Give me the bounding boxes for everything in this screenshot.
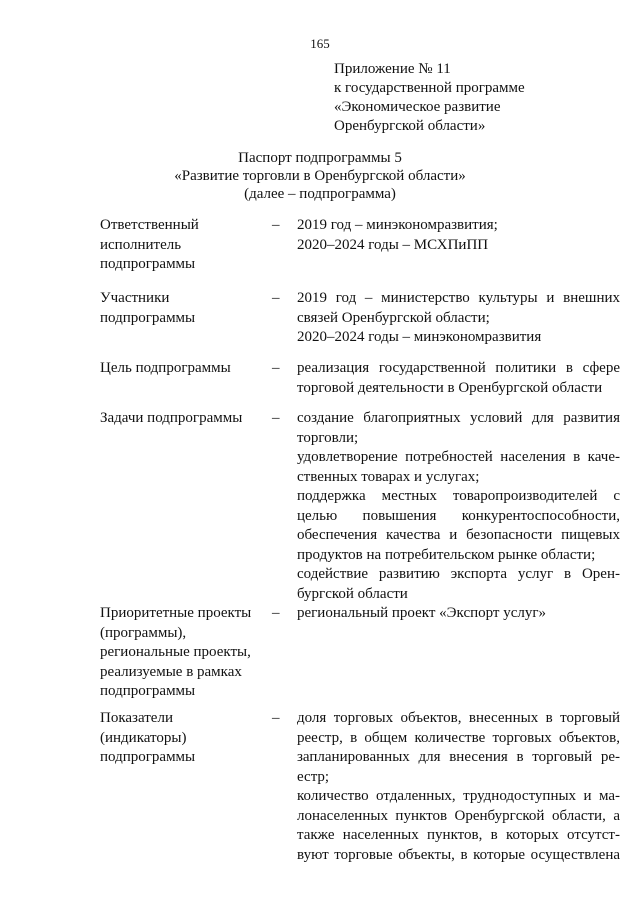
appendix-line: Оренбургской области» xyxy=(334,118,486,134)
row-label-line: Задачи подпрограммы xyxy=(100,410,243,426)
row-label-line: подпрограммы xyxy=(100,683,196,699)
row-content-line: 2020–2024 годы – минэкономразвития xyxy=(297,329,542,345)
row-content-line: лонаселенных пунктов Оренбургской области, а xyxy=(297,807,620,824)
row-label-line: подпрограммы xyxy=(100,256,196,272)
row-content xyxy=(297,709,620,865)
row-content-line: реестр, в общем количестве торговых объектов, xyxy=(297,729,620,746)
row-content-line: естр; xyxy=(297,768,330,785)
title-line: «Развитие торговли в Оренбургской области» xyxy=(174,168,466,184)
row-content-line: удовлетворение потребностей населения в каче- xyxy=(297,449,620,465)
row-label-line: региональные проекты, xyxy=(100,644,251,660)
row-label-line: исполнитель xyxy=(100,236,182,253)
row-content-line: создание благоприятных условий для развития xyxy=(297,410,620,426)
row-content-line: реализация государственной политики в сфере xyxy=(297,360,620,376)
row-label xyxy=(100,289,270,328)
appendix-line: «Экономическое развитие xyxy=(334,99,501,115)
row-label-line: Ответственный xyxy=(100,217,199,233)
row-label xyxy=(100,604,270,702)
row-label-line: Цель подпрограммы xyxy=(100,360,231,376)
row-content-line: целью повышения конкурентоспособности, xyxy=(297,507,620,524)
row-content-line: вуют торговые объекты, в которые осуществлена xyxy=(297,846,620,863)
row-label-line: Участники xyxy=(100,290,170,306)
title-line: Паспорт подпрограммы 5 xyxy=(238,150,402,166)
row-label-line: (программы), xyxy=(100,624,187,641)
row-label-line: Показатели xyxy=(100,710,173,726)
row-content-line: поддержка местных товаропроизводителей с xyxy=(297,488,620,504)
row-content xyxy=(297,409,620,604)
row-dash: – xyxy=(272,410,280,426)
row-dash: – xyxy=(272,217,280,233)
row-label-line: реализуемые в рамках xyxy=(100,663,242,680)
row-content xyxy=(297,604,620,624)
row-content-line: бургской области xyxy=(297,585,408,602)
title-line: (далее – подпрограмма) xyxy=(244,186,396,202)
row-content-line: торговли; xyxy=(297,429,359,446)
row-content-line: обеспечения качества и безопасности пищевых xyxy=(297,527,620,543)
row-content-line: доля торговых объектов, внесенных в торговый xyxy=(297,710,620,726)
row-label xyxy=(100,409,270,429)
row-dash: – xyxy=(272,290,280,306)
row-content-line: количество отдаленных, труднодоступных и ма- xyxy=(297,788,620,804)
row-content xyxy=(297,289,620,348)
row-label-line: Приоритетные проекты xyxy=(100,605,252,621)
row-dash: – xyxy=(272,605,280,621)
row-content-line: торговой деятельности в Оренбургской области xyxy=(297,379,603,396)
row-content xyxy=(297,359,620,398)
row-content-line: связей Оренбургской области; xyxy=(297,309,490,326)
row-content-line: продуктов на потребительском рынке области; xyxy=(297,546,596,563)
row-dash: – xyxy=(272,710,280,726)
row-label xyxy=(100,216,270,275)
row-label-line: подпрограммы xyxy=(100,749,196,765)
row-content-line: содействие развитию экспорта услуг в Орен- xyxy=(297,566,620,582)
row-content-line: также населенных пунктов, в которых отсутст- xyxy=(297,827,620,843)
row-content-line: 2019 год – министерство культуры и внешних xyxy=(297,290,620,306)
row-dash: – xyxy=(272,360,280,376)
document-title xyxy=(0,149,640,203)
row-label-line: подпрограммы xyxy=(100,309,196,326)
page-number: 165 xyxy=(310,36,330,51)
row-content-line: ственных товарах и услугах; xyxy=(297,468,480,485)
row-content xyxy=(297,216,620,255)
row-label xyxy=(100,709,270,768)
row-content-line: 2020–2024 годы – МСХПиПП xyxy=(297,236,489,253)
row-content-line: региональный проект «Экспорт услуг» xyxy=(297,605,547,621)
appendix-line: к государственной программе xyxy=(334,80,525,96)
appendix-note xyxy=(334,60,525,136)
row-label xyxy=(100,359,270,379)
row-content-line: 2019 год – минэкономразвития; xyxy=(297,217,498,233)
appendix-line: Приложение № 11 xyxy=(334,61,451,77)
row-label-line: (индикаторы) xyxy=(100,729,187,746)
row-content-line: запланированных для внесения в торговый ре- xyxy=(297,749,620,765)
